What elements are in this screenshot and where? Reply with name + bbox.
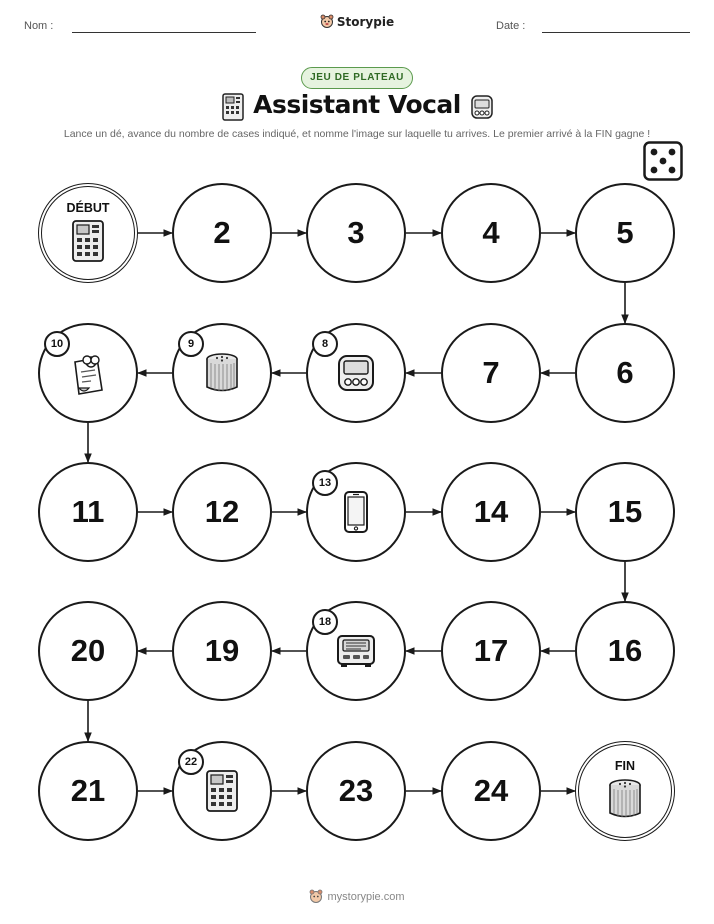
cell-number: 6	[616, 355, 634, 390]
footer	[0, 889, 714, 903]
instructions: Lance un dé, avance du nombre de cases indiqué, et nomme l'image sur laquelle tu arrives. Le premier arrivé à la FIN gagne !	[63, 128, 651, 140]
cell-number: 3	[347, 215, 365, 250]
board-cell-11	[38, 462, 138, 562]
board-cell-15	[575, 462, 675, 562]
board-cell-24	[441, 741, 541, 841]
cell-number: 24	[473, 773, 509, 808]
board-cell-21	[38, 741, 138, 841]
name-label: Nom :	[24, 20, 54, 32]
footer-url: mystorypie.com	[327, 891, 405, 903]
cell-number: 16	[607, 633, 643, 668]
board-cell-18	[306, 601, 406, 701]
cell-number-tag: 8	[312, 331, 338, 357]
intercom-panel-icon	[201, 768, 243, 814]
board-cell-4	[441, 183, 541, 283]
board-cell-23	[306, 741, 406, 841]
cell-label: FIN	[614, 759, 636, 773]
cell-number-tag: 22	[178, 749, 204, 775]
cell-number: 4	[482, 215, 500, 250]
display-device-icon	[335, 350, 377, 396]
cell-number-tag: 18	[312, 609, 338, 635]
storypie-mascot-icon	[309, 889, 323, 903]
cell-number: 20	[70, 633, 106, 668]
cell-number: 14	[473, 494, 509, 529]
intercom-panel-icon	[67, 218, 109, 264]
board-cell-1	[38, 183, 138, 283]
smartphone-icon	[335, 489, 377, 535]
board-cell-10	[38, 323, 138, 423]
cell-number: 12	[204, 494, 240, 529]
smart-speaker-icon	[604, 776, 646, 822]
cell-number: 5	[616, 215, 634, 250]
board-cell-13	[306, 462, 406, 562]
chef-recipe-icon	[67, 350, 109, 396]
board-cell-14	[441, 462, 541, 562]
board-cell-17	[441, 601, 541, 701]
cell-number: 15	[607, 494, 643, 529]
board-cell-20	[38, 601, 138, 701]
brand-name: Storypie	[336, 15, 395, 29]
cell-number: 21	[70, 773, 106, 808]
cell-number-tag: 9	[178, 331, 204, 357]
board-cell-9	[172, 323, 272, 423]
board-cell-6	[575, 323, 675, 423]
board-cell-19	[172, 601, 272, 701]
board-cell-5	[575, 183, 675, 283]
cell-number: 11	[71, 494, 105, 529]
board-cell-8	[306, 323, 406, 423]
smart-clock-icon	[335, 628, 377, 674]
cell-number: 19	[204, 633, 240, 668]
smart-speaker-icon	[201, 350, 243, 396]
page-title: Assistant Vocal	[253, 90, 461, 119]
cell-number: 23	[338, 773, 374, 808]
board-cell-22	[172, 741, 272, 841]
cell-number-tag: 13	[312, 470, 338, 496]
board-cell-25	[575, 741, 675, 841]
cell-number: 2	[213, 215, 231, 250]
board-cell-12	[172, 462, 272, 562]
board-cell-7	[441, 323, 541, 423]
board-cell-2	[172, 183, 272, 283]
cell-number-tag: 10	[44, 331, 70, 357]
board-cell-16	[575, 601, 675, 701]
cell-label: DÉBUT	[66, 201, 110, 215]
cell-number: 7	[482, 355, 500, 390]
game-type-badge: JEU DE PLATEAU	[301, 67, 413, 89]
cell-number: 17	[473, 633, 509, 668]
date-label: Date :	[496, 20, 526, 32]
board-cell-3	[306, 183, 406, 283]
